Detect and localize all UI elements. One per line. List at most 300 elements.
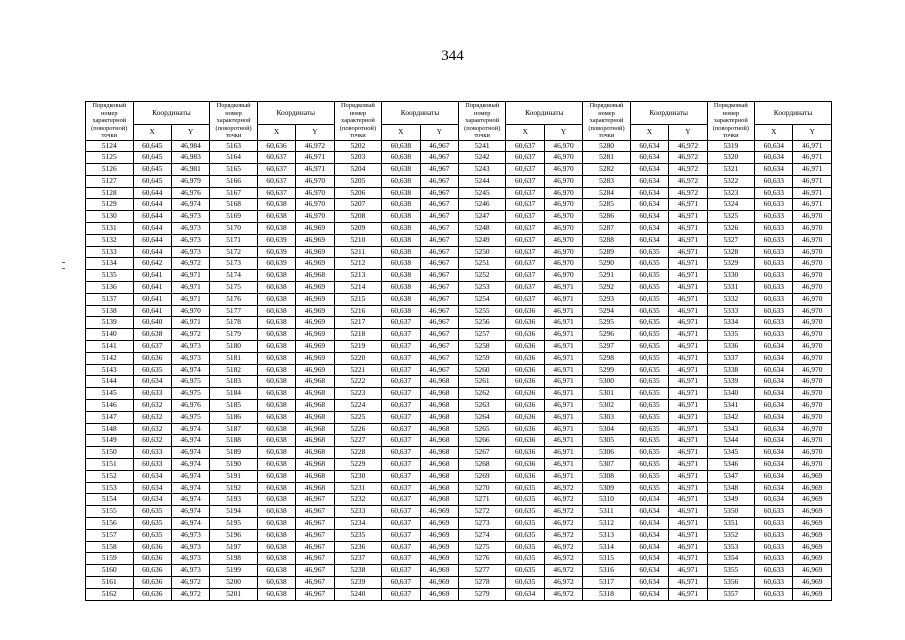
point-number-cell: 5295: [583, 317, 631, 329]
x-cell: 60,638: [257, 576, 295, 588]
point-number-cell: 5185: [210, 400, 258, 412]
point-number-cell: 5349: [707, 494, 755, 506]
table-row: [86, 529, 832, 541]
table-row: [86, 341, 832, 353]
table-body: [86, 140, 832, 600]
y-cell: 46,971: [669, 435, 707, 447]
y-cell: 46,971: [669, 506, 707, 518]
point-number-cell: 5128: [86, 187, 134, 199]
header-y: Y: [171, 125, 209, 140]
point-number-cell: 5335: [707, 329, 755, 341]
x-cell: 60,644: [133, 211, 171, 223]
point-number-cell: 5204: [334, 164, 382, 176]
y-cell: 46,968: [420, 435, 458, 447]
y-cell: 46,970: [793, 376, 832, 388]
point-number-cell: 5215: [334, 293, 382, 305]
y-cell: 46,969: [420, 529, 458, 541]
x-cell: 60,635: [506, 518, 544, 530]
y-cell: 46,971: [793, 175, 832, 187]
table-row: [86, 470, 832, 482]
point-number-cell: 5338: [707, 364, 755, 376]
point-number-cell: 5305: [583, 435, 631, 447]
point-number-cell: 5166: [210, 175, 258, 187]
y-cell: 46,972: [669, 175, 707, 187]
y-cell: 46,979: [171, 175, 209, 187]
y-cell: 46,974: [171, 506, 209, 518]
y-cell: 46,971: [544, 282, 582, 294]
y-cell: 46,971: [669, 258, 707, 270]
y-cell: 46,969: [296, 282, 334, 294]
y-cell: 46,970: [296, 187, 334, 199]
x-cell: 60,638: [133, 329, 171, 341]
x-cell: 60,634: [755, 376, 793, 388]
table-row: [86, 140, 832, 152]
y-cell: 46,967: [296, 541, 334, 553]
point-number-cell: 5223: [334, 388, 382, 400]
point-number-cell: 5293: [583, 293, 631, 305]
table-row: [86, 187, 832, 199]
y-cell: 46,970: [544, 175, 582, 187]
y-cell: 46,969: [420, 541, 458, 553]
table-row: [86, 282, 832, 294]
y-cell: 46,974: [171, 470, 209, 482]
y-cell: 46,970: [544, 164, 582, 176]
point-number-cell: 5143: [86, 364, 134, 376]
point-number-cell: 5191: [210, 470, 258, 482]
point-number-cell: 5221: [334, 364, 382, 376]
y-cell: 46,969: [296, 317, 334, 329]
x-cell: 60,637: [382, 329, 420, 341]
y-cell: 46,969: [296, 223, 334, 235]
x-cell: 60,633: [133, 388, 171, 400]
point-number-cell: 5308: [583, 470, 631, 482]
point-number-cell: 5134: [86, 258, 134, 270]
header-coordinates: Координаты: [257, 102, 334, 125]
coordinates-table: [85, 101, 832, 601]
point-number-cell: 5281: [583, 152, 631, 164]
y-cell: 46,971: [171, 317, 209, 329]
point-number-cell: 5177: [210, 305, 258, 317]
x-cell: 60,638: [257, 541, 295, 553]
y-cell: 46,971: [793, 152, 832, 164]
x-cell: 60,636: [506, 423, 544, 435]
y-cell: 46,971: [171, 270, 209, 282]
x-cell: 60,632: [133, 435, 171, 447]
y-cell: 46,971: [793, 187, 832, 199]
x-cell: 60,639: [257, 258, 295, 270]
x-cell: 60,636: [506, 447, 544, 459]
x-cell: 60,633: [755, 506, 793, 518]
x-cell: 60,633: [755, 223, 793, 235]
header-x: X: [630, 125, 668, 140]
y-cell: 46,970: [296, 199, 334, 211]
point-number-cell: 5329: [707, 258, 755, 270]
header-coordinates: Координаты: [382, 102, 459, 125]
y-cell: 46,967: [420, 199, 458, 211]
y-cell: 46,970: [171, 305, 209, 317]
point-number-cell: 5255: [458, 305, 506, 317]
x-cell: 60,641: [133, 305, 171, 317]
y-cell: 46,971: [544, 341, 582, 353]
y-cell: 46,968: [420, 482, 458, 494]
point-number-cell: 5158: [86, 541, 134, 553]
point-number-cell: 5286: [583, 211, 631, 223]
x-cell: 60,635: [630, 435, 668, 447]
x-cell: 60,637: [506, 282, 544, 294]
x-cell: 60,644: [133, 234, 171, 246]
table-row: [86, 506, 832, 518]
y-cell: 46,971: [171, 293, 209, 305]
y-cell: 46,969: [296, 329, 334, 341]
y-cell: 46,967: [420, 270, 458, 282]
point-number-cell: 5206: [334, 187, 382, 199]
y-cell: 46,969: [420, 588, 458, 600]
y-cell: 46,970: [793, 352, 832, 364]
x-cell: 60,633: [755, 246, 793, 258]
point-number-cell: 5333: [707, 305, 755, 317]
y-cell: 46,968: [420, 470, 458, 482]
point-number-cell: 5343: [707, 423, 755, 435]
x-cell: 60,632: [133, 411, 171, 423]
y-cell: 46,968: [296, 270, 334, 282]
x-cell: 60,637: [382, 470, 420, 482]
table-row: [86, 305, 832, 317]
point-number-cell: 5164: [210, 152, 258, 164]
point-number-cell: 5232: [334, 494, 382, 506]
x-cell: 60,636: [506, 352, 544, 364]
point-number-cell: 5257: [458, 329, 506, 341]
point-number-cell: 5157: [86, 529, 134, 541]
x-cell: 60,634: [133, 482, 171, 494]
y-cell: 46,971: [669, 553, 707, 565]
table-row: [86, 199, 832, 211]
x-cell: 60,635: [630, 282, 668, 294]
point-number-cell: 5301: [583, 388, 631, 400]
y-cell: 46,968: [296, 435, 334, 447]
point-number-cell: 5287: [583, 223, 631, 235]
point-number-cell: 5160: [86, 565, 134, 577]
point-number-cell: 5350: [707, 506, 755, 518]
y-cell: 46,969: [793, 541, 832, 553]
y-cell: 46,967: [420, 293, 458, 305]
x-cell: 60,636: [506, 341, 544, 353]
x-cell: 60,635: [133, 364, 171, 376]
y-cell: 46,968: [420, 447, 458, 459]
point-number-cell: 5307: [583, 459, 631, 471]
x-cell: 60,634: [630, 140, 668, 152]
x-cell: 60,645: [133, 140, 171, 152]
y-cell: 46,970: [793, 305, 832, 317]
x-cell: 60,634: [630, 541, 668, 553]
point-number-cell: 5147: [86, 411, 134, 423]
table-row: [86, 317, 832, 329]
x-cell: 60,638: [382, 140, 420, 152]
x-cell: 60,637: [382, 400, 420, 412]
y-cell: 46,970: [544, 223, 582, 235]
x-cell: 60,638: [257, 199, 295, 211]
y-cell: 46,974: [171, 447, 209, 459]
point-number-cell: 5200: [210, 576, 258, 588]
x-cell: 60,636: [506, 329, 544, 341]
x-cell: 60,637: [506, 246, 544, 258]
y-cell: 46,970: [544, 199, 582, 211]
point-number-cell: 5294: [583, 305, 631, 317]
point-number-cell: 5298: [583, 352, 631, 364]
point-number-cell: 5248: [458, 223, 506, 235]
x-cell: 60,634: [630, 211, 668, 223]
point-number-cell: 5269: [458, 470, 506, 482]
point-number-cell: 5146: [86, 400, 134, 412]
point-number-cell: 5323: [707, 187, 755, 199]
table-row: [86, 435, 832, 447]
x-cell: 60,636: [506, 388, 544, 400]
point-number-cell: 5272: [458, 506, 506, 518]
y-cell: 46,971: [544, 423, 582, 435]
point-number-cell: 5340: [707, 388, 755, 400]
y-cell: 46,972: [296, 140, 334, 152]
x-cell: 60,634: [755, 459, 793, 471]
point-number-cell: 5126: [86, 164, 134, 176]
x-cell: 60,633: [755, 529, 793, 541]
y-cell: 46,967: [420, 305, 458, 317]
point-number-cell: 5136: [86, 282, 134, 294]
x-cell: 60,636: [506, 470, 544, 482]
y-cell: 46,981: [171, 164, 209, 176]
y-cell: 46,967: [420, 258, 458, 270]
y-cell: 46,971: [669, 388, 707, 400]
x-cell: 60,636: [133, 352, 171, 364]
x-cell: 60,633: [755, 293, 793, 305]
point-number-cell: 5313: [583, 529, 631, 541]
x-cell: 60,635: [630, 258, 668, 270]
x-cell: 60,635: [506, 529, 544, 541]
point-number-cell: 5173: [210, 258, 258, 270]
x-cell: 60,634: [630, 565, 668, 577]
x-cell: 60,637: [133, 341, 171, 353]
y-cell: 46,971: [544, 435, 582, 447]
x-cell: 60,638: [257, 352, 295, 364]
x-cell: 60,634: [506, 588, 544, 600]
y-cell: 46,967: [420, 175, 458, 187]
y-cell: 46,971: [669, 565, 707, 577]
point-number-cell: 5285: [583, 199, 631, 211]
y-cell: 46,968: [296, 388, 334, 400]
y-cell: 46,973: [171, 234, 209, 246]
table-row: [86, 388, 832, 400]
point-number-cell: 5259: [458, 352, 506, 364]
point-number-cell: 5242: [458, 152, 506, 164]
point-number-cell: 5282: [583, 164, 631, 176]
point-number-cell: 5205: [334, 175, 382, 187]
x-cell: 60,635: [630, 329, 668, 341]
y-cell: 46,969: [296, 246, 334, 258]
point-number-cell: 5261: [458, 376, 506, 388]
point-number-cell: 5176: [210, 293, 258, 305]
point-number-cell: 5276: [458, 553, 506, 565]
table-row: [86, 164, 832, 176]
x-cell: 60,633: [755, 187, 793, 199]
y-cell: 46,967: [296, 518, 334, 530]
y-cell: 46,968: [420, 388, 458, 400]
y-cell: 46,972: [171, 576, 209, 588]
y-cell: 46,967: [420, 187, 458, 199]
point-number-cell: 5227: [334, 435, 382, 447]
y-cell: 46,971: [544, 447, 582, 459]
point-number-cell: 5336: [707, 341, 755, 353]
point-number-cell: 5309: [583, 482, 631, 494]
point-number-cell: 5194: [210, 506, 258, 518]
x-cell: 60,634: [133, 494, 171, 506]
y-cell: 46,971: [544, 364, 582, 376]
x-cell: 60,635: [506, 565, 544, 577]
x-cell: 60,637: [257, 164, 295, 176]
y-cell: 46,971: [544, 317, 582, 329]
y-cell: 46,970: [793, 411, 832, 423]
x-cell: 60,634: [630, 223, 668, 235]
point-number-cell: 5327: [707, 234, 755, 246]
point-number-cell: 5273: [458, 518, 506, 530]
table-row: [86, 482, 832, 494]
x-cell: 60,634: [630, 187, 668, 199]
x-cell: 60,633: [755, 576, 793, 588]
table-row: [86, 175, 832, 187]
x-cell: 60,634: [755, 352, 793, 364]
y-cell: 46,971: [669, 352, 707, 364]
x-cell: 60,635: [630, 388, 668, 400]
x-cell: 60,634: [630, 494, 668, 506]
y-cell: 46,972: [544, 494, 582, 506]
header-x: X: [382, 125, 420, 140]
y-cell: 46,972: [544, 529, 582, 541]
y-cell: 46,969: [793, 588, 832, 600]
x-cell: 60,638: [257, 518, 295, 530]
table-row: [86, 152, 832, 164]
point-number-cell: 5196: [210, 529, 258, 541]
point-number-cell: 5299: [583, 364, 631, 376]
table-row: [86, 576, 832, 588]
point-number-cell: 5125: [86, 152, 134, 164]
x-cell: 60,637: [382, 411, 420, 423]
point-number-cell: 5127: [86, 175, 134, 187]
x-cell: 60,637: [382, 317, 420, 329]
y-cell: 46,970: [793, 270, 832, 282]
header-y: Y: [544, 125, 582, 140]
point-number-cell: 5264: [458, 411, 506, 423]
y-cell: 46,974: [171, 482, 209, 494]
table-row: [86, 518, 832, 530]
point-number-cell: 5226: [334, 423, 382, 435]
point-number-cell: 5182: [210, 364, 258, 376]
y-cell: 46,971: [669, 588, 707, 600]
point-number-cell: 5140: [86, 329, 134, 341]
point-number-cell: 5197: [210, 541, 258, 553]
y-cell: 46,970: [793, 317, 832, 329]
x-cell: 60,636: [133, 576, 171, 588]
x-cell: 60,637: [382, 447, 420, 459]
point-number-cell: 5292: [583, 282, 631, 294]
point-number-cell: 5195: [210, 518, 258, 530]
table-row: [86, 447, 832, 459]
point-number-cell: 5145: [86, 388, 134, 400]
x-cell: 60,634: [755, 152, 793, 164]
x-cell: 60,636: [257, 140, 295, 152]
x-cell: 60,637: [382, 494, 420, 506]
y-cell: 46,969: [793, 518, 832, 530]
y-cell: 46,972: [544, 506, 582, 518]
y-cell: 46,970: [296, 211, 334, 223]
x-cell: 60,638: [382, 258, 420, 270]
table-row: [86, 246, 832, 258]
y-cell: 46,970: [544, 234, 582, 246]
point-number-cell: 5179: [210, 329, 258, 341]
point-number-cell: 5231: [334, 482, 382, 494]
y-cell: 46,969: [420, 518, 458, 530]
point-number-cell: 5190: [210, 459, 258, 471]
y-cell: 46,971: [669, 223, 707, 235]
y-cell: 46,970: [544, 246, 582, 258]
x-cell: 60,638: [257, 482, 295, 494]
point-number-cell: 5159: [86, 553, 134, 565]
point-number-cell: 5222: [334, 376, 382, 388]
y-cell: 46,971: [544, 376, 582, 388]
x-cell: 60,644: [133, 187, 171, 199]
y-cell: 46,971: [669, 199, 707, 211]
point-number-cell: 5254: [458, 293, 506, 305]
point-number-cell: 5201: [210, 588, 258, 600]
point-number-cell: 5165: [210, 164, 258, 176]
header-x: X: [506, 125, 544, 140]
point-number-cell: 5235: [334, 529, 382, 541]
header-coordinates: Координаты: [755, 102, 832, 125]
table-row: [86, 376, 832, 388]
x-cell: 60,638: [257, 282, 295, 294]
x-cell: 60,637: [506, 223, 544, 235]
point-number-cell: 5288: [583, 234, 631, 246]
header-x: X: [133, 125, 171, 140]
y-cell: 46,975: [171, 388, 209, 400]
y-cell: 46,971: [544, 305, 582, 317]
point-number-cell: 5318: [583, 588, 631, 600]
x-cell: 60,634: [755, 494, 793, 506]
point-number-cell: 5311: [583, 506, 631, 518]
x-cell: 60,638: [257, 447, 295, 459]
x-cell: 60,634: [755, 164, 793, 176]
y-cell: 46,974: [171, 364, 209, 376]
point-number-cell: 5275: [458, 541, 506, 553]
header-point-number: Порядковый номер характерной (поворотной) точки: [458, 102, 506, 141]
x-cell: 60,634: [630, 152, 668, 164]
x-cell: 60,638: [257, 317, 295, 329]
point-number-cell: 5354: [707, 553, 755, 565]
y-cell: 46,972: [171, 258, 209, 270]
y-cell: 46,974: [171, 459, 209, 471]
point-number-cell: 5180: [210, 341, 258, 353]
y-cell: 46,967: [420, 152, 458, 164]
x-cell: 60,637: [382, 506, 420, 518]
y-cell: 46,969: [793, 576, 832, 588]
header-coordinates: Координаты: [506, 102, 583, 125]
point-number-cell: 5130: [86, 211, 134, 223]
x-cell: 60,635: [630, 305, 668, 317]
x-cell: 60,637: [382, 352, 420, 364]
y-cell: 46,969: [793, 482, 832, 494]
y-cell: 46,974: [171, 518, 209, 530]
point-number-cell: 5346: [707, 459, 755, 471]
point-number-cell: 5356: [707, 576, 755, 588]
y-cell: 46,969: [296, 352, 334, 364]
x-cell: 60,638: [257, 329, 295, 341]
table-row: [86, 541, 832, 553]
